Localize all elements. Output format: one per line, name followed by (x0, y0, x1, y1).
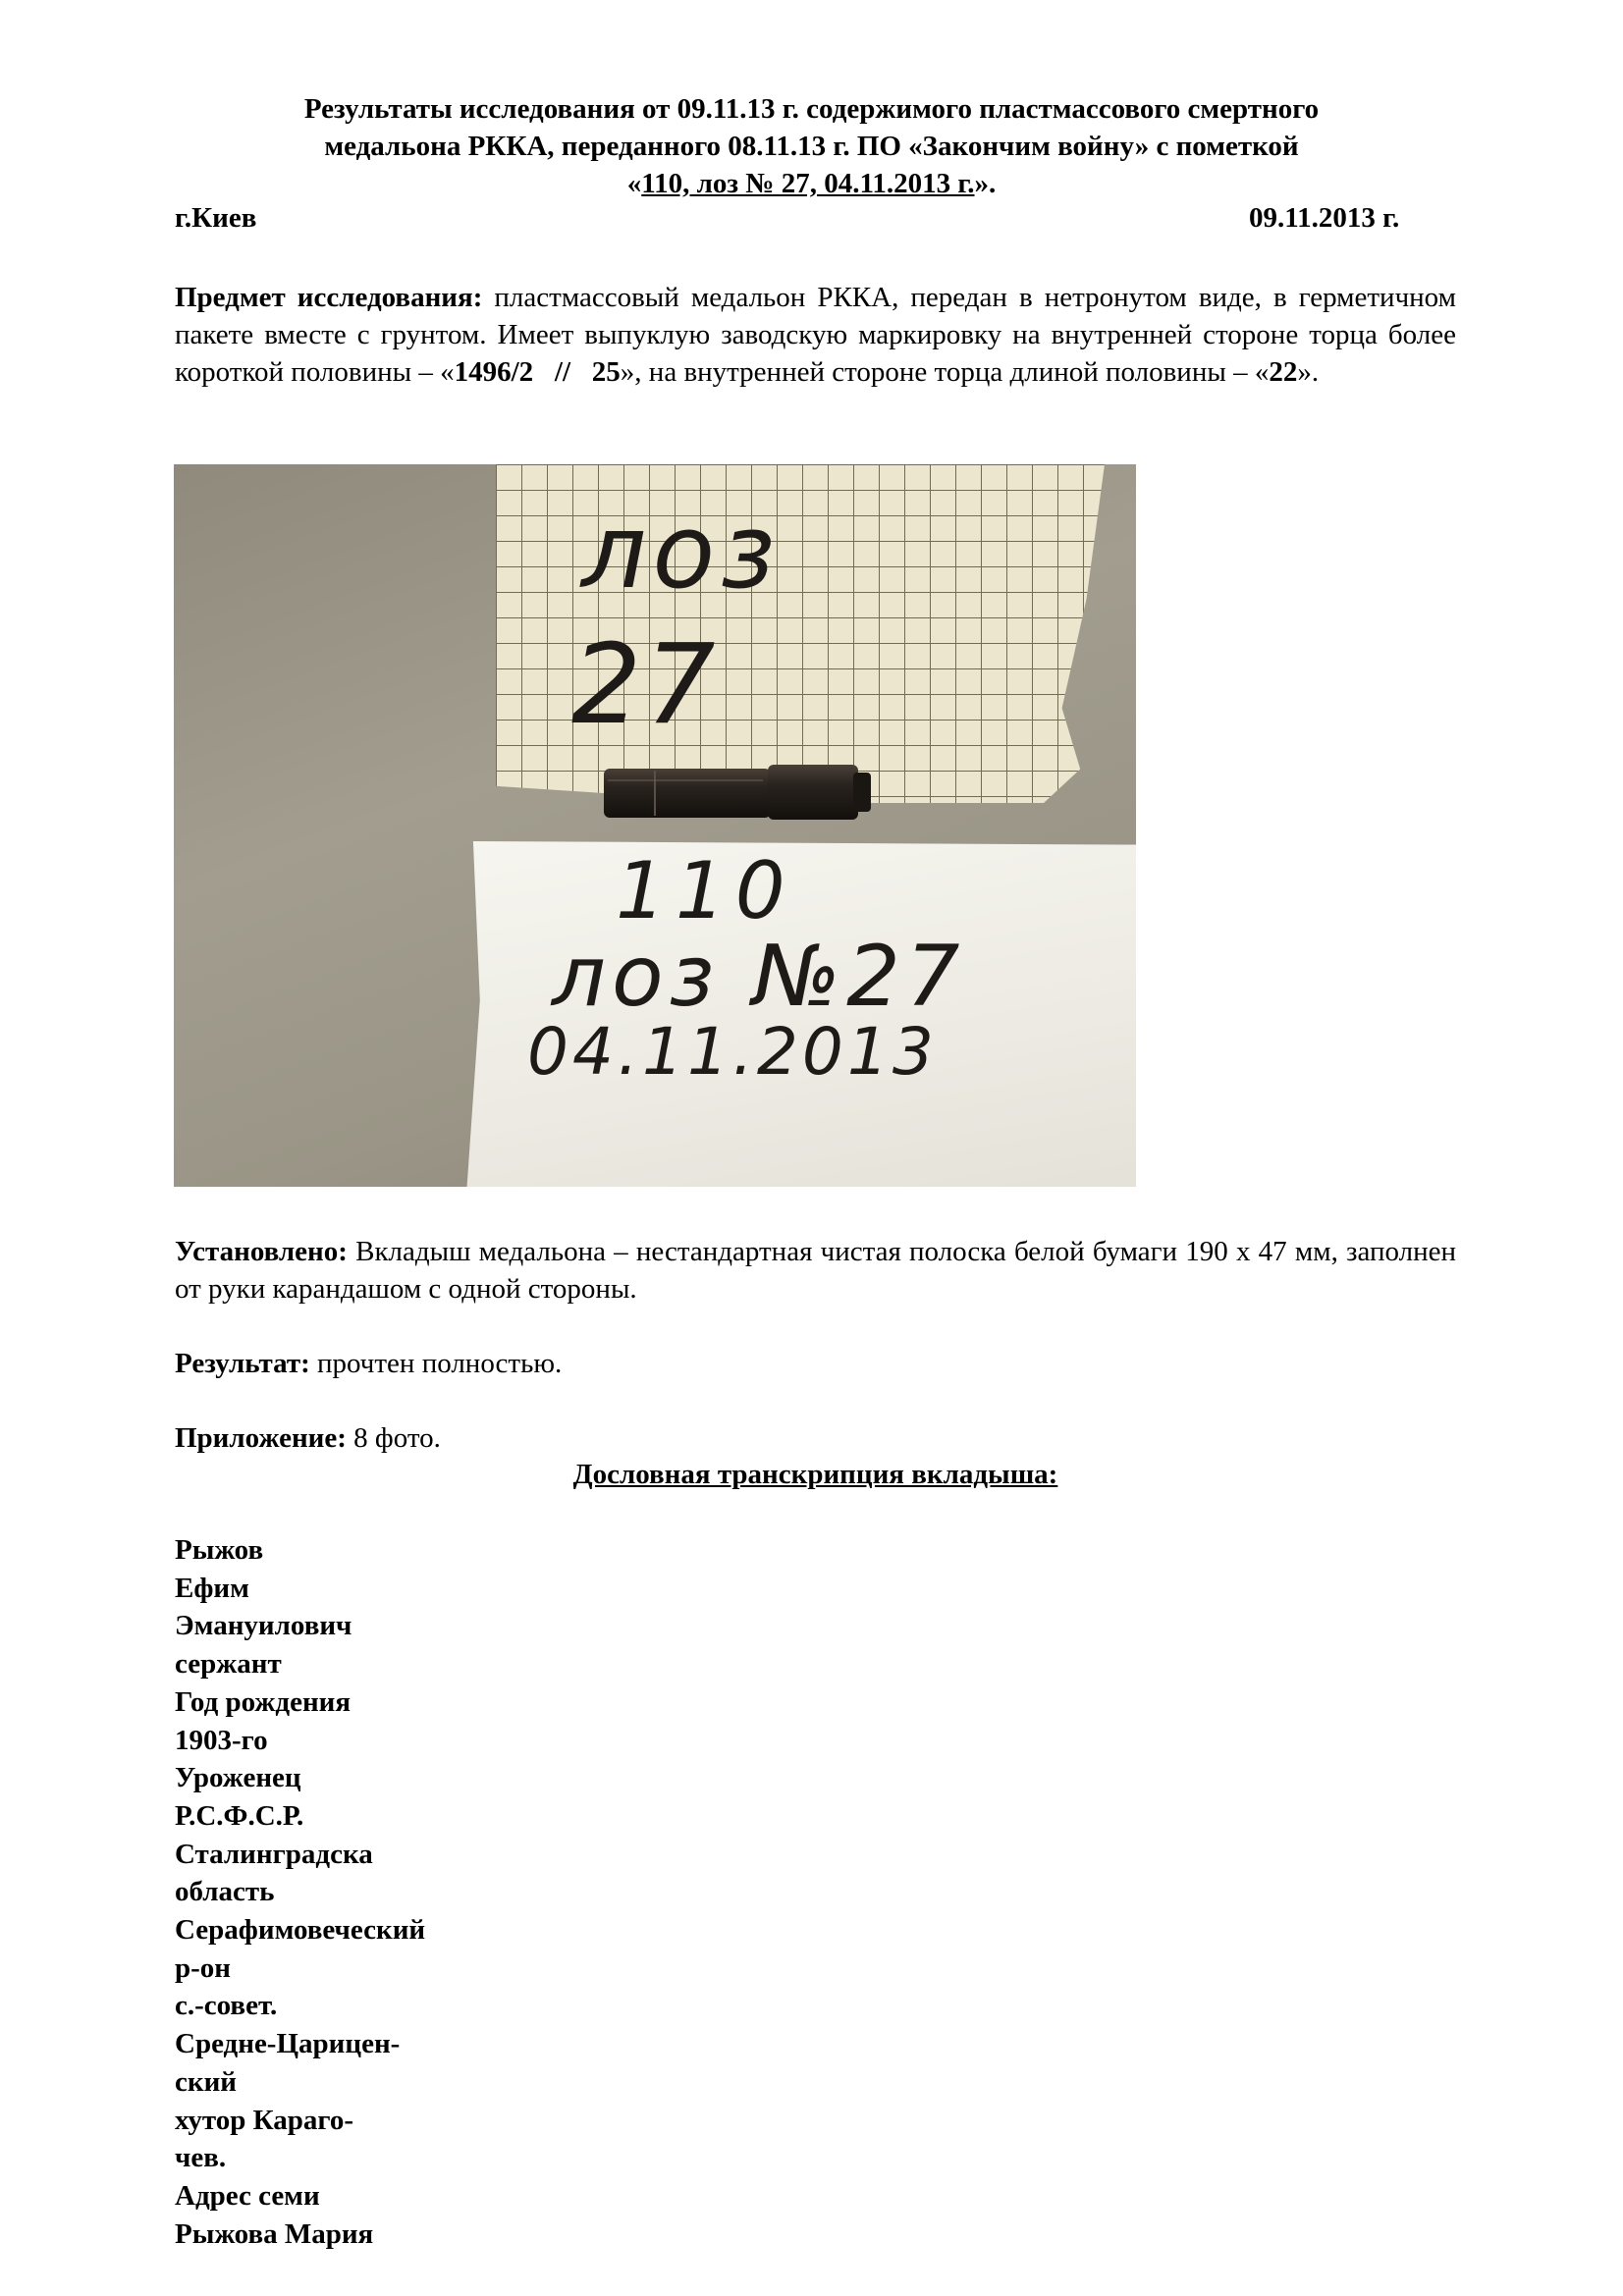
established-label: Установлено: (175, 1236, 348, 1267)
marking-long-half: 22 (1269, 356, 1298, 388)
card-line-1: 110 (616, 845, 795, 936)
transcription-line: Средне-Царицен- (175, 2028, 401, 2060)
transcription-line: 1903-го (175, 1724, 268, 1756)
appendix-text: 8 фото. (346, 1422, 441, 1454)
established-paragraph (175, 1233, 1456, 1308)
transcription-line: Р.С.Ф.С.Р. (175, 1799, 304, 1832)
card-line-3: 04.11.2013 (527, 1014, 938, 1090)
title-quote-open: « (626, 168, 642, 199)
transcription-line: ский (175, 2065, 237, 2098)
marking-short-half: 1496/2 // 25 (454, 356, 621, 388)
transcription-line: Уроженец (175, 1762, 301, 1794)
established-text: Вкладыш медальона – нестандартная чистая полоска белой бумаги 190 х 47 мм, заполнен от руки карандашом с одной стороны. (175, 1236, 1456, 1305)
appendix-label: Приложение: (175, 1422, 347, 1454)
grid-note-line-2: 27 (571, 621, 720, 749)
result-text: прочтен полностью. (309, 1348, 563, 1379)
medallion-photo (174, 464, 1136, 1187)
transcription-line: Рыжов (175, 1534, 264, 1566)
title-line-2: медальона РККА, переданного 08.11.13 г. ПО «Закончим войну» с пометкой (324, 131, 1299, 162)
transcription-line: Рыжова Мария (175, 2217, 374, 2250)
subject-text-2: », на внутренней стороне торца длиной половины – « (620, 356, 1270, 388)
title-line-1: Результаты исследования от 09.11.13 г. содержимого пластмассового смертного (303, 93, 1320, 125)
transcription-line: Адрес семи (175, 2179, 320, 2212)
appendix-paragraph (175, 1419, 1456, 1457)
transcription-line: чев. (175, 2142, 227, 2174)
transcription-line: Эмануилович (175, 1610, 352, 1642)
transcription-line: р-он (175, 1951, 231, 1984)
subject-text-1: пластмассовый медальон РККА, передан в нетронутом виде, в герметичном пакете вместе с грунтом. Имеет выпуклую заводскую маркировку на внутренней стороне торца более короткой половины – « (175, 282, 1456, 388)
grid-note-line-1: лоз (581, 492, 782, 612)
transcription-line: область (175, 1876, 275, 1908)
result-paragraph (175, 1345, 1456, 1382)
subject-label: Предмет исследования: (175, 282, 483, 313)
document-date: 09.11.2013 г. (1249, 202, 1400, 234)
transcription-heading: Дословная транскрипция вкладыша: (572, 1459, 1058, 1490)
transcription-line: Год рождения (175, 1685, 352, 1718)
subject-paragraph (175, 279, 1456, 391)
title-reference: 110, лоз № 27, 04.11.2013 г. (641, 168, 975, 199)
transcription-line: Сталинградска (175, 1838, 373, 1870)
subject-text-3: ». (1297, 356, 1320, 388)
city-label: г.Киев (175, 202, 257, 234)
transcription-line: хутор Караго- (175, 2104, 354, 2136)
transcription-line: сержант (175, 1648, 282, 1681)
document-title (147, 90, 1476, 202)
medallion-capsule (596, 761, 891, 824)
transcription-line: Серафимовеческий (175, 1914, 426, 1947)
card-line-2: лоз №27 (552, 928, 966, 1026)
title-line-3 (147, 165, 1476, 202)
transcription-line: Ефим (175, 1572, 249, 1604)
title-quote-close: ». (974, 168, 997, 199)
result-label: Результат: (175, 1348, 310, 1379)
transcription-lines (175, 1531, 764, 2253)
transcription-line: с.-совет. (175, 1990, 278, 2022)
